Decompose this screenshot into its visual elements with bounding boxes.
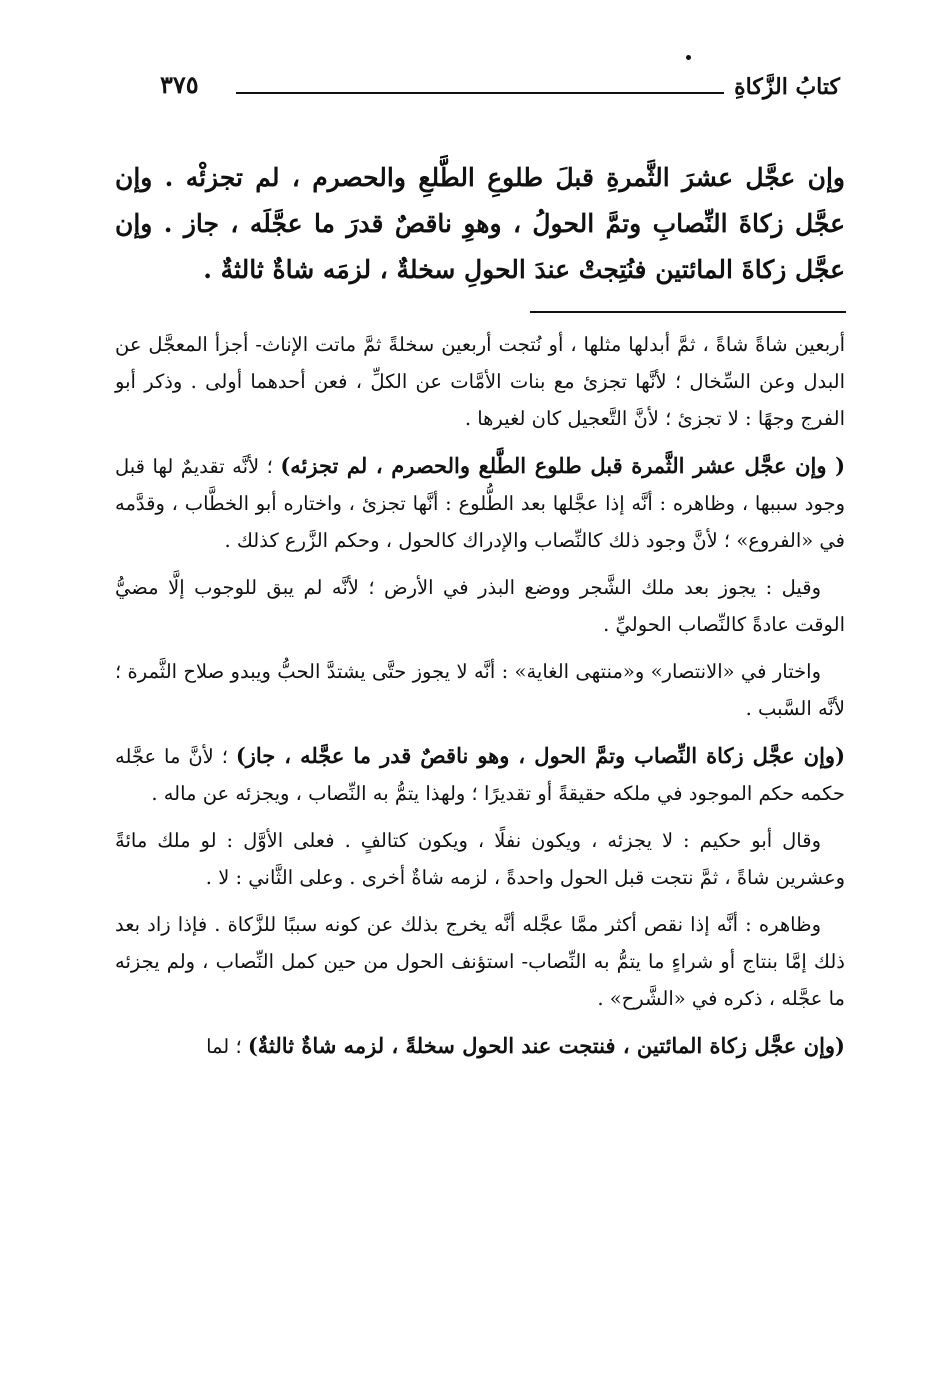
- main-text: وإن عجَّل عشرَ الثَّمرةِ قبلَ طلوعِ الطَّلعِ والحصرم ، لم تجزئْه . وإن عجَّل زكاةَ النِّصابِ وتمَّ الحولُ ، وهوِ ناقصٌ قدرَ ما عجَّلَه ، جاز . وإن عجَّل زكاةَ المائتين فنُتِجتْ عندَ الحولِ سخلةٌ ، لزمَه شاةٌ ثالثةٌ .: [115, 163, 845, 284]
- commentary-text: ؛ لأنَّه تقديمٌ لها قبل وجود سببها ، وظاهره : أنَّه إذا عجَّلها بعد الطُّلوع : أنَّها تجزئ ، واختاره أبو الخطَّاب ، وقدَّمه في «الفروع» ؛ لأنَّ وجود ذلك كالنِّصاب والإدراك كالحول ، وحكم الزَّرع كذلك .: [115, 455, 845, 552]
- quoted-matn: (وإن عجَّل زكاة النِّصاب وتمَّ الحول ، وهو ناقصٌ قدر ما عجَّله ، جاز): [235, 743, 846, 768]
- page-number: ٣٧٥: [160, 70, 199, 99]
- quoted-matn: ( وإن عجَّل عشر الثَّمرة قبل طلوع الطَّلع والحصرم ، لم تجزئه): [280, 453, 845, 478]
- commentary: [115, 326, 845, 1075]
- commentary-paragraph-4: واختار في «الانتصار» و«منتهى الغاية» : أنَّه لا يجوز حتَّى يشتدَّ الحبُّ ويبدو صلاح الثَّمرة ؛ لأنَّه السَّبب .: [115, 660, 845, 720]
- commentary-paragraph-7: وظاهره : أنَّه إذا نقص أكثر ممَّا عجَّله أنَّه يخرج بذلك عن كونه سببًا للزَّكاة . فإذا زاد بعد ذلك إمَّا بنتاج أو شراءٍ ما يتمُّ به النِّصاب- استؤنف الحول من حين كمل النِّصاب ، ولم يجزئه ما عجَّله ، ذكره في «الشَّرح» .: [115, 913, 845, 1010]
- book-title: كتابُ الزَّكاةِ: [734, 74, 840, 100]
- commentary-paragraph-2: [115, 447, 845, 559]
- ink-dot: [686, 55, 691, 60]
- commentary-text: ؛ لأنَّ ما عجَّله حكمه حكم الموجود في ملكه حقيقةً أو تقديرًا ؛ ولهذا يتمُّ به النِّصاب ، ويجزئه عن ماله .: [115, 745, 845, 805]
- commentary-paragraph-5: [115, 737, 845, 812]
- commentary-text: ؛ لما: [206, 1035, 248, 1058]
- quoted-matn: (وإن عجَّل زكاة المائتين ، فنتجت عند الحول سخلةً ، لزمه شاةٌ ثالثةٌ): [247, 1033, 845, 1058]
- header-rule: [236, 92, 724, 94]
- commentary-paragraph-3: وقيل : يجوز بعد ملك الشَّجر ووضع البذر في الأرض ؛ لأنَّه لم يبق للوجوب إلَّا مضيُّ الوقت عادةً كالنِّصاب الحوليِّ .: [115, 576, 845, 636]
- footnote-divider: [530, 311, 846, 313]
- page-header: [160, 70, 840, 110]
- commentary-paragraph-1: أربعين شاةً شاةً ، ثمَّ أبدلها مثلها ، أو نُتجت أربعين سخلةً ثمَّ ماتت الإناث- أجزأ المعجَّل عن البدل وعن السِّخال ؛ لأنَّها تجزئ مع بنات الأمَّات عن الكلِّ ، فعن أحدهما أولى . وذكر أبو الفرج وجهًا : لا تجزئ ؛ لأنَّ التَّعجيل كان لغيرها .: [115, 333, 845, 430]
- commentary-paragraph-6: وقال أبو حكيم : لا يجزئه ، ويكون نفلًا ، ويكون كتالفٍ . فعلى الأوَّل : لو ملك مائةً وعشرين شاةً ، ثمَّ نتجت قبل الحول واحدةً ، لزمه شاةٌ أخرى . وعلى الثَّاني : لا .: [115, 829, 845, 889]
- commentary-paragraph-8: [115, 1027, 845, 1065]
